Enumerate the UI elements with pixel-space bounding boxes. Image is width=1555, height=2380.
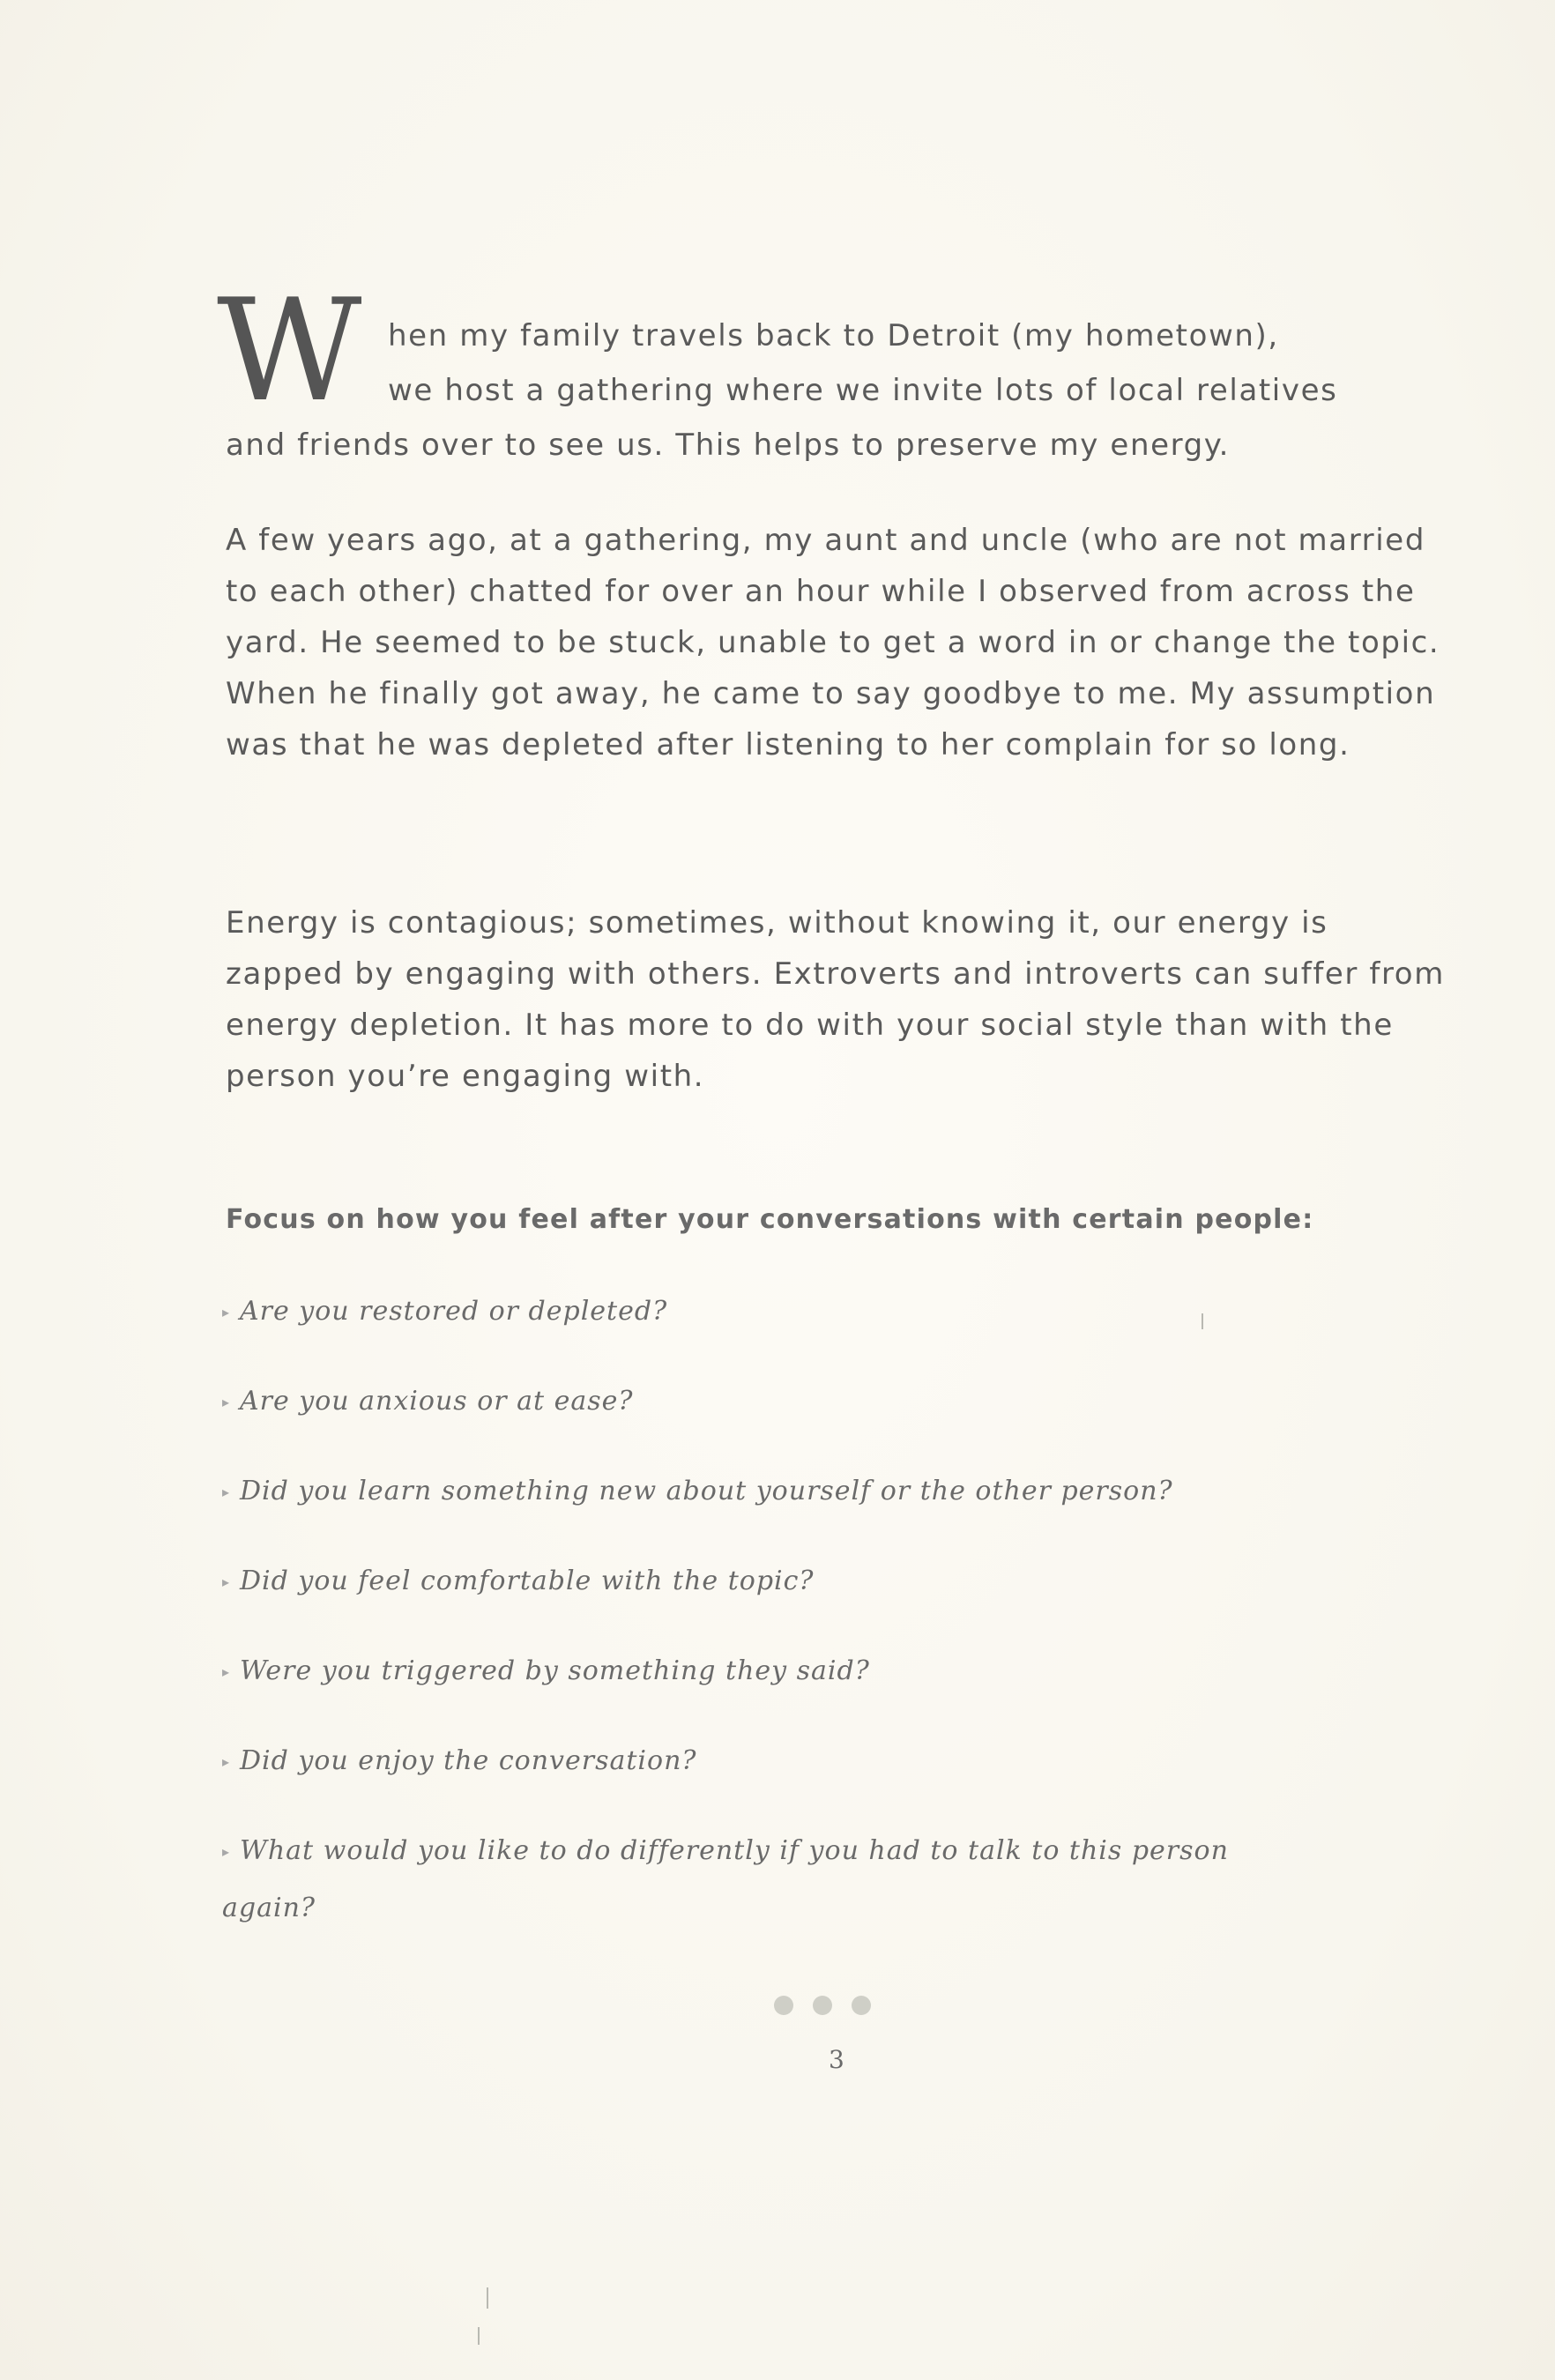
question-item xyxy=(222,1373,1368,1431)
question-item xyxy=(222,1643,1368,1700)
drop-cap: W xyxy=(217,268,359,433)
bullet-icon: ▸ xyxy=(222,1484,231,1500)
question-item xyxy=(222,1733,1368,1790)
bullet-icon: ▸ xyxy=(222,1663,231,1680)
divider-dot xyxy=(774,1996,793,2015)
question-text: Did you learn something new about yourself or the other person? xyxy=(240,1476,1173,1506)
section-divider xyxy=(774,1996,871,2015)
question-text: Were you triggered by something they said? xyxy=(240,1655,870,1686)
question-item xyxy=(222,1823,1324,1937)
bullet-icon: ▸ xyxy=(222,1843,231,1860)
intro-line-3: and friends over to see us. This helps to preserve my energy. xyxy=(226,428,1231,463)
question-text: Did you feel comfortable with the topic? xyxy=(240,1566,815,1596)
paragraph-aunt-uncle: A few years ago, at a gathering, my aunt and uncle (who are not married to each other) chatted for over an hour while I observed from across the yard. He seemed to be stuck, unable to get a word in or change the topic. When he finally got away, he came to say goodbye to me. My assumption was that he was depleted after listening to her complain for so long. xyxy=(226,523,1440,762)
paper-speck xyxy=(487,2287,488,2309)
bullet-icon: ▸ xyxy=(222,1394,231,1410)
question-text: What would you like to do differently if you had to talk to this person again? xyxy=(222,1835,1229,1923)
questions-lead: Focus on how you feel after your conversations with certain people: xyxy=(226,1204,1314,1235)
question-text: Are you anxious or at ease? xyxy=(240,1386,634,1417)
question-item xyxy=(222,1463,1368,1521)
paper-speck xyxy=(1202,1313,1203,1329)
divider-dot xyxy=(852,1996,871,2015)
question-item xyxy=(222,1553,1368,1610)
question-text: Did you enjoy the conversation? xyxy=(240,1745,697,1776)
divider-dot xyxy=(813,1996,832,2015)
intro-line-2: we host a gathering where we invite lots of local relatives xyxy=(388,373,1338,408)
question-text: Are you restored or depleted? xyxy=(240,1296,668,1327)
page-number: 3 xyxy=(829,2045,844,2074)
paper-speck xyxy=(478,2327,480,2345)
intro-line-1: hen my family travels back to Detroit (my hometown), xyxy=(388,318,1279,353)
bullet-icon: ▸ xyxy=(222,1753,231,1770)
paragraph-energy-contagious: Energy is contagious; sometimes, without knowing it, our energy is zapped by engaging with others. Extroverts and introverts can suffer from energy depletion. It has more to do with your social style than with the person you’re engaging with. xyxy=(226,905,1445,1094)
question-item xyxy=(222,1283,1368,1341)
bullet-icon: ▸ xyxy=(222,1304,231,1320)
bullet-icon: ▸ xyxy=(222,1573,231,1590)
